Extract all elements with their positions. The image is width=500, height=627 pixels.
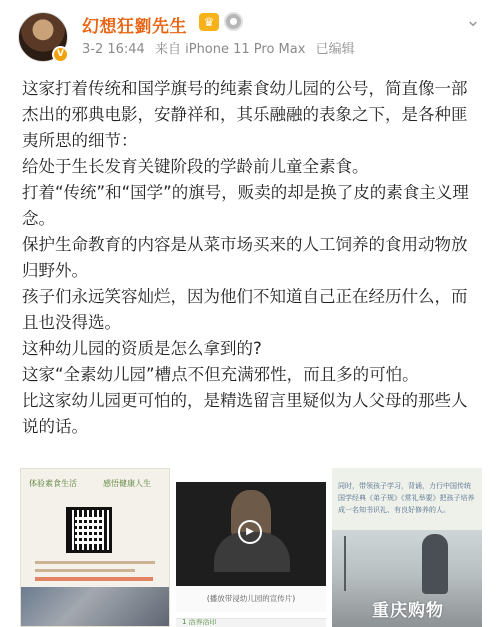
- image-thumbnail-1[interactable]: [20, 468, 170, 627]
- post-paragraph: 这家打着传统和国学旗号的纯素食幼儿园的公号，简直像一部杰出的邪典电影，安静祥和，其乐融融的表象之下，是各种匪夷所思的细节：: [22, 79, 468, 150]
- post-paragraph: 保护生命教育的内容是从菜市场买来的人工饲养的食用动物放归野外。: [22, 235, 468, 280]
- post-paragraph: 孩子们永远笑容灿烂，因为他们不知道自己正在经历什么，而且也没得选。: [22, 287, 468, 332]
- chevron-down-icon[interactable]: ⌄: [465, 10, 481, 31]
- qr-code-icon: [66, 507, 112, 553]
- text-line: [35, 569, 135, 572]
- author-name[interactable]: 幻想狂劉先生: [82, 17, 187, 37]
- post-paragraph: 比这家幼儿园更可怕的，是精选留言里疑似为人父母的那些人说的话。: [22, 391, 468, 436]
- highlight-line: [35, 577, 153, 581]
- post-paragraph: 这家“全素幼儿园”槽点不但充满邪性，而且多的可怕。: [22, 365, 419, 384]
- person-figure: [422, 534, 448, 594]
- post-text: [22, 76, 480, 440]
- post-paragraph: 打着“传统”和“国学”的旗号，贩卖的却是换了皮的素食主义理念。: [22, 183, 469, 228]
- post-meta: [82, 38, 361, 57]
- image-thumbnail-4[interactable]: [176, 618, 326, 627]
- children-photo: [21, 587, 170, 627]
- post-paragraph: 这种幼儿园的资质是怎么拿到的?: [22, 339, 262, 358]
- crown-badge-icon[interactable]: ♛: [199, 13, 219, 31]
- post-header: [0, 0, 500, 72]
- medal-badge-icon[interactable]: [224, 12, 243, 31]
- post-paragraph: 给处于生长发育关键阶段的学龄前儿童全素食。: [22, 157, 369, 176]
- watermark: 重庆购物: [372, 601, 444, 621]
- tree-shape: [344, 536, 346, 591]
- video-caption: (播放带浸幼儿园的宣传片): [176, 586, 326, 612]
- text-line: [35, 561, 155, 564]
- banner-right-text: 感悟健康人生: [103, 479, 151, 488]
- thumbnail-text: 1 活养活印: [182, 618, 217, 626]
- edited-label[interactable]: 已编辑: [315, 42, 355, 57]
- post-date: 3-2 16:44: [82, 42, 145, 57]
- play-icon[interactable]: ▶: [238, 520, 262, 544]
- banner-left-text: 体验素食生活: [29, 479, 77, 488]
- thumbnail-text: 同时，带领孩子学习，背诵，力行中国传统国学经典《弟子规》《常礼举要》把孩子培养成一名知书识礼、有良好修养的人。: [338, 482, 475, 514]
- image-banner: [21, 475, 170, 493]
- post-source: 来自 iPhone 11 Pro Max: [154, 42, 306, 57]
- vip-badge: V: [52, 46, 69, 63]
- image-thumbnail-2[interactable]: [176, 482, 326, 612]
